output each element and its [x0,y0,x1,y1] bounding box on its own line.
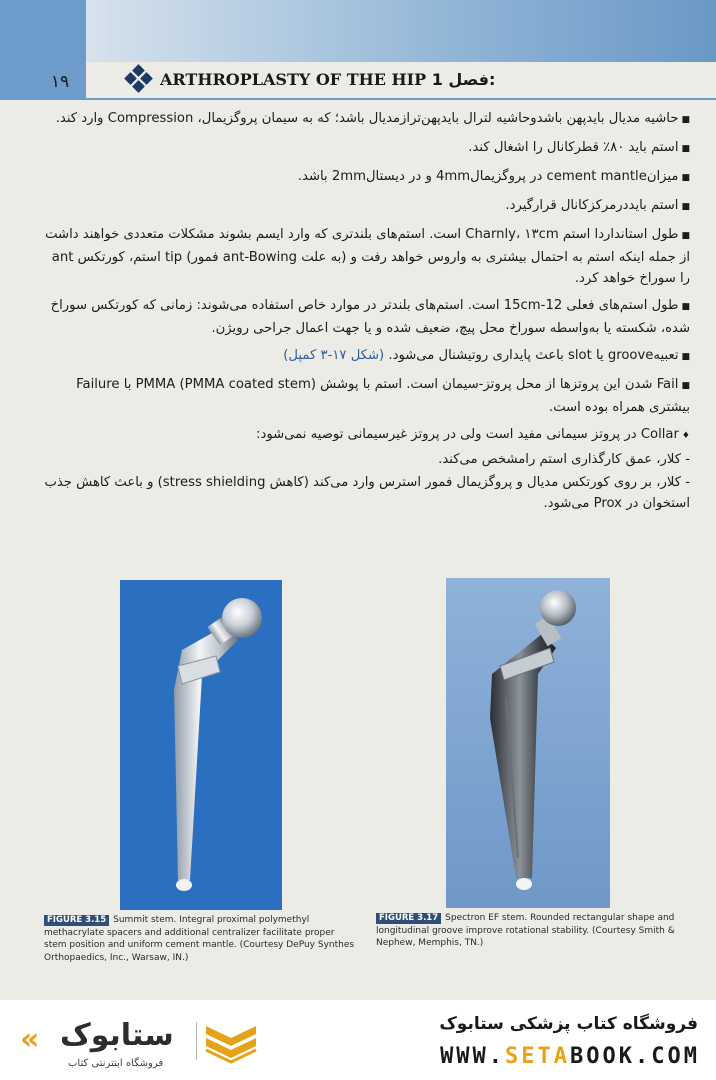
figure-summit-stem-image [120,580,282,910]
square-bullet-icon: ■ [681,381,690,391]
diamond-ornament-icon [122,66,156,94]
setabook-logo[interactable] [20,1018,190,1070]
square-bullet-icon: ■ [681,352,690,362]
figure-caption [376,912,688,950]
paragraph: ■طول استانداردا استم Charnly، ۱۳cm است. استم‌های بلندتری که وارد ایسم بشوند مشکلات متعددی خواهند داشت از جمله اینکه استم به احتمال بیشتری به واروس خواهد رفت و (به علت ant-Bowing فمور) tip استم، کورتکس ant را سوراخ خواهد کرد. [45,227,690,286]
chapter-title: ARTHROPLASTY OF THE HIP [160,70,427,89]
chapter-label: فصل 1: [431,70,496,89]
double-chevron-left-icon: « [20,1022,32,1057]
square-bullet-icon: ■ [681,115,690,125]
diamond-bullet-icon: ♦ [681,431,690,441]
paragraph: ■میزانcement mantle در پروگزیمال4mm و در دیستال2mm باشد. [297,169,690,184]
header-rule [0,98,716,100]
figure-caption [44,914,356,964]
paragraph: - کلار، بر روی کورتکس مدیال و پروگزیمال فمور استرس وارد می‌کند (کاهش stress shielding) و باعث کاهش جذب استخوان در Prox می‌شود. [44,475,690,511]
logo-brand-text: ستابوک [60,1018,174,1053]
paragraph: ■استم باید ۸۰٪ قطرکانال را اشغال کند. [468,140,690,155]
figure-label: FIGURE 3.15 [44,915,109,926]
body-text [40,108,690,520]
caption-text: Spectron EF stem. Rounded rectangular shape and longitudinal groove improve rotational stability. (Courtesy Smith & Nephew, Memphis, TN.) [376,913,675,948]
paragraph: ■تعبیهgroove یا slot باعث پایداری روتیشنال می‌شود. (شکل ۱۷-۳ کمپل) [283,348,690,363]
paragraph: ♦Collar در پروتز سیمانی مفید است ولی در پروتز غیرسیمانی توصیه نمی‌شود: [256,427,690,442]
paragraph: - کلار، عمق کارگذاری استم رامشخص می‌کند. [438,452,690,467]
caption-text: Summit stem. Integral proximal polymethyl methacrylate spacers and additional centralizer facilitate proper stem position and uniform cement mantle. (Courtesy DePuy Synthes Orthopaedics, Inc., Warsaw, IN.) [44,915,355,963]
store-footer-banner [0,1000,716,1080]
figure-label: FIGURE 3.17 [376,913,441,924]
square-bullet-icon: ■ [681,302,690,312]
figure-reference-link[interactable]: (شکل ۱۷-۳ کمپل) [283,348,385,363]
shop-name: فروشگاه کتاب پزشکی ستابوک [439,1014,698,1034]
paragraph: ■طول استم‌های فعلی 12-15cm است. استم‌های بلندتر در موارد خاص استفاده می‌شوند: زمانی که کورتکس سوراخ شده، شکسته یا به‌واسطه سوراخ محل پیچ، ضعیف شده و یا جهت اعمال جراحی رویژن. [50,298,690,336]
square-bullet-icon: ■ [681,173,690,183]
shop-url-link[interactable]: WWW.SETABOOK.COM [440,1044,700,1069]
square-bullet-icon: ■ [681,231,690,241]
figure-spectron-stem-image [446,578,610,908]
chapter-header [160,70,495,94]
paragraph: ■استم بایددرمرکزکانال قرارگیرد. [505,198,690,213]
header-top-band [86,0,716,62]
paragraph: ■حاشیه مدیال بایدپهن باشدوحاشیه لترال بایدپهن‌ترازمدیال باشد؛ که به سیمان پروگزیمال، Compression وارد کند. [55,111,690,126]
square-bullet-icon: ■ [681,144,690,154]
logo-tagline: فروشگاه اینترنتی کتاب [68,1058,164,1069]
page-number: ۱۹ [50,72,70,92]
paragraph: ■Fail شدن این پروتزها از محل پروتز-سیمان است. استم با پوشش PMMA (PMMA coated stem) با Failure بیشتری همراه بوده است. [76,377,690,415]
square-bullet-icon: ■ [681,202,690,212]
logo-divider [196,1022,197,1060]
book-stack-icon [204,1020,258,1064]
